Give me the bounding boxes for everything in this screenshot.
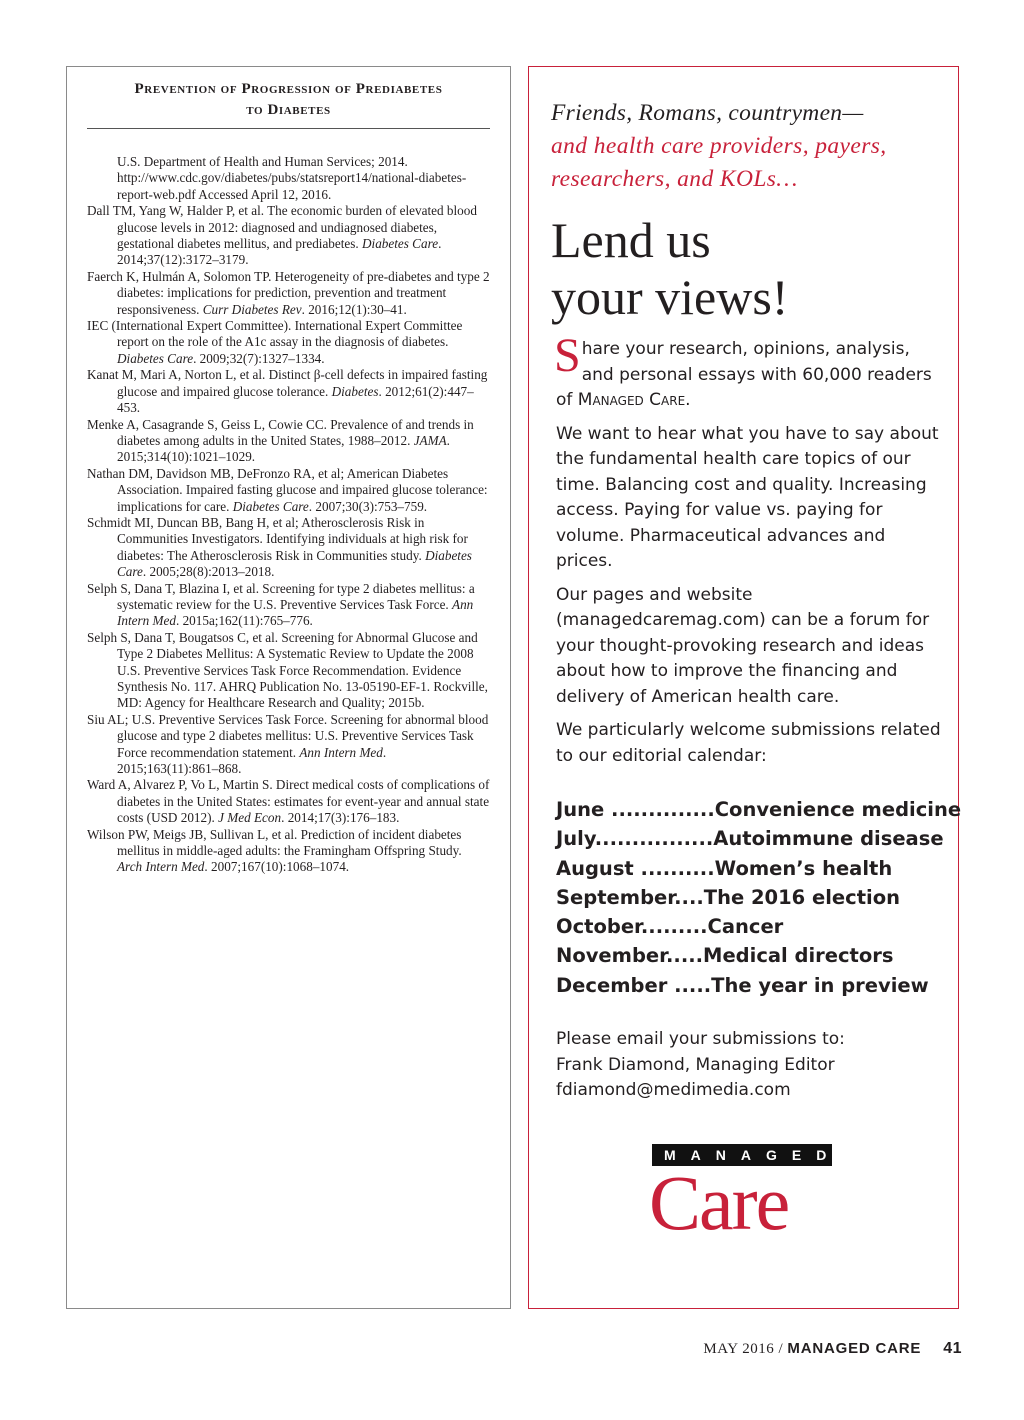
calendar-topic: The year in preview [711, 973, 929, 997]
reference-list [87, 154, 490, 876]
references-panel [66, 66, 511, 1309]
intro-text [551, 97, 946, 196]
paragraph-forum: Our pages and website (managedcaremag.com) can be a forum for your thought-provoking research and ideas about how to improve the financing and delivery of American health care. [556, 584, 930, 707]
reference-item: Dall TM, Yang W, Halder P, et al. The economic burden of elevated blood glucose levels in 2012: diagnosed and undiagnosed diabetes, gestational diabetes mellitus, and prediabetes. Diabetes Care. 2014;37(12):3172–3179. [87, 203, 477, 268]
reference-item: Ward A, Alvarez P, Vo L, Martin S. Direct medical costs of complications of diabetes in the United States: estimates for event-year and annual state costs (USD 2012). J Med Econ. 2014;17(3):176–183. [87, 777, 490, 826]
calendar-month: June [556, 798, 605, 821]
intro-line-2: and health care providers, payers, [551, 133, 887, 159]
logo-care-word: Care [649, 1159, 789, 1246]
footer-publication: MANAGED CARE [787, 1340, 922, 1357]
managed-care-logo [649, 1142, 842, 1247]
calendar-row [556, 941, 951, 970]
calendar-month: July [556, 827, 595, 851]
calendar-row [556, 883, 951, 912]
reference-item: Menke A, Casagrande S, Geiss L, Cowie CC. Prevalence of and trends in diabetes among adults in the United States, 1988–2012. JAMA. 2015;314(10):1021–1029. [87, 416, 474, 465]
editorial-calendar [556, 795, 962, 1000]
paragraph-topics: We want to hear what you have to say about the fundamental health care topics of our time. Balancing cost and quality. Increasing access. Paying for value vs. paying for volume. Pharmaceutical advances and prices. [556, 423, 939, 571]
calendar-row [556, 971, 951, 1000]
calendar-month: October [556, 915, 641, 939]
contact-email[interactable]: fdiamond@medimedia.com [556, 1080, 791, 1100]
body-text [554, 329, 946, 777]
paragraph-share-text: hare your research, opinions, analysis, and personal essays with 60,000 readers of [556, 339, 932, 410]
contact-info [556, 1027, 946, 1104]
calendar-dots: .............. [604, 798, 715, 821]
calendar-row [556, 854, 951, 883]
logo-managed-bar: MANAGED [652, 1144, 832, 1166]
footer-date: MAY 2016 / [703, 1341, 788, 1357]
contact-instruction: Please email your submissions to: [556, 1029, 845, 1049]
reference-item: Faerch K, Hulmán A, Solomon TP. Heterogeneity of pre-diabetes and type 2 diabetes: implications for prediction, prevention and treatment responsiveness. Curr Diabetes Rev. 2016;12(1):30–41. [87, 268, 490, 317]
reference-item: Nathan DM, Davidson MB, DeFronzo RA, et al; American Diabetes Association. Impaired fasting glucose and impaired glucose tolerance: implications for care. Diabetes Care. 2007;30(3):753–759. [87, 465, 488, 514]
title-divider [87, 128, 490, 129]
calendar-dots: .......... [633, 856, 715, 880]
reference-item: Schmidt MI, Duncan BB, Bang H, et al; Atherosclerosis Risk in Communities Investigators. Identifying individuals at high risk for diabetes: The Atherosclerosis Risk in Communities study. Diabetes Care. 2005;28(8):2013–2018. [87, 514, 472, 580]
reference-item: IEC (International Expert Committee). International Expert Committee report on the role of the A1c assay in the diagnosis of diabetes. Diabetes Care. 2009;32(7):1327–1334. [87, 318, 463, 366]
contact-editor: Frank Diamond, Managing Editor [556, 1054, 835, 1075]
calendar-month: September [556, 885, 675, 909]
headline [551, 212, 946, 326]
call-for-submissions-panel [528, 66, 962, 1309]
references-title-line2: to Diabetes [246, 102, 331, 118]
page-number: 41 [943, 1340, 962, 1357]
calendar-dots: ................ [594, 827, 714, 851]
calendar-topic: The 2016 election [703, 885, 901, 909]
drop-cap: S [554, 329, 581, 382]
paragraph-share [554, 329, 946, 414]
calendar-topic: Women’s health [714, 856, 893, 880]
calendar-month: December [556, 973, 668, 997]
calendar-month: November [556, 944, 666, 968]
reference-item: U.S. Department of Health and Human Services; 2014. http://www.cdc.gov/diabetes/pubs/statsreport14/national-diabetes-report-web.pdf Accessed April 12, 2016. [117, 154, 467, 202]
calendar-topic: Medical directors [703, 944, 894, 968]
calendar-topic: Convenience medicine [714, 798, 962, 821]
calendar-dots: ..... [667, 973, 712, 997]
calendar-month: August [556, 856, 634, 880]
calendar-row [556, 795, 962, 824]
reference-item: Selph S, Dana T, Blazina I, et al. Screening for type 2 diabetes mellitus: a systematic review for the U.S. Preventive Services Task Force. Ann Intern Med. 2015a;162(11):765–776. [87, 580, 475, 629]
calendar-row [556, 824, 951, 853]
calendar-dots: ......... [640, 915, 708, 939]
reference-item: Kanat M, Mari A, Norton L, et al. Distinct β-cell defects in impaired fasting glucose and impaired glucose tolerance. Diabetes. 2012;61(2):447–453. [87, 367, 488, 416]
headline-line-1: Lend us [551, 212, 711, 268]
page-footer [703, 1340, 962, 1358]
calendar-dots: .... [674, 885, 704, 909]
calendar-row [556, 912, 951, 941]
calendar-dots: ..... [666, 944, 704, 968]
reference-item: Siu AL; U.S. Preventive Services Task Force. Screening for abnormal blood glucose and type 2 diabetes mellitus: U.S. Preventive Services Task Force recommendation statement. Ann Intern Med. 2015;163(11):861–868. [87, 711, 489, 777]
calendar-topic: Autoimmune disease [713, 827, 944, 851]
references-title-line1: Prevention of Progression of Prediabetes [134, 81, 443, 97]
reference-item: Selph S, Dana T, Bougatsos C, et al. Screening for Abnormal Glucose and Type 2 Diabetes Mellitus: A Systematic Review to Update the 2008 U.S. Preventive Services Task Force Recommendation. Evidence Synthesis No. 117. AHRQ Publication No. 13-05190-EF-1. Rockville, MD: Agency for Healthcare Research and Quality; 2015b. [87, 629, 488, 711]
paragraph-share-end: . [685, 390, 691, 410]
calendar-topic: Cancer [707, 915, 784, 939]
headline-line-2: your views! [551, 269, 789, 325]
references-title [87, 79, 490, 121]
intro-line-1: Friends, Romans, countrymen— [551, 100, 864, 126]
reference-item: Wilson PW, Meigs JB, Sullivan L, et al. Prediction of incident diabetes mellitus in middle-aged adults: the Framingham Offspring Study. Arch Intern Med. 2007;167(10):1068–1074. [87, 826, 462, 875]
paragraph-calendar-intro: We particularly welcome submissions related to our editorial calendar: [556, 720, 941, 766]
brand-name: Managed Care [577, 390, 686, 410]
intro-line-3: researchers, and KOLs… [551, 166, 798, 192]
